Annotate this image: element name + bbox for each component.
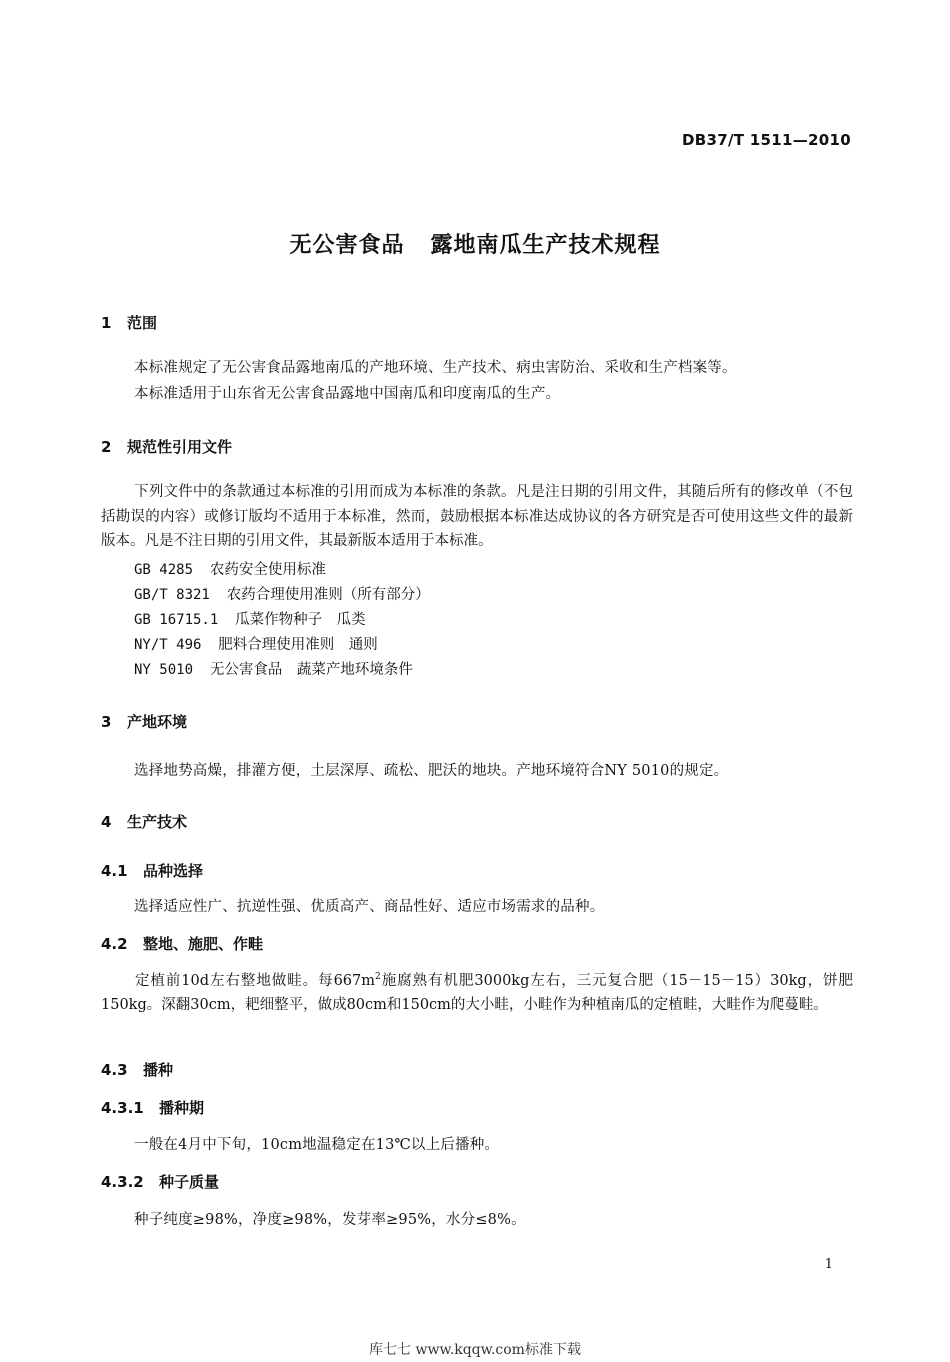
reference-code: GB 4285 [134,562,194,578]
section-title: 生产技术 [127,813,188,831]
section-number: 4.3 [101,1061,128,1079]
reference-title: 无公害食品 蔬菜产地环境条件 [209,662,413,678]
reference-code: NY 5010 [134,662,194,678]
reference-item [134,583,430,604]
paragraph: 下列文件中的条款通过本标准的引用而成为本标准的条款。凡是注日期的引用文件，其随后所有的修改单（不包括勘误的内容）或修订版均不适用于本标准，然而，鼓励根据本标准达成协议的各方研究是否可使用这些文件的最新版本。凡是不注日期的引用文件，其最新版本适用于本标准。 [101,484,853,549]
section-title: 产地环境 [127,713,188,731]
section-heading-3 [101,711,187,732]
reference-item [134,558,326,579]
title-part-2: 露地南瓜生产技术规程 [430,233,661,258]
reference-code: GB/T 8321 [134,587,210,603]
section-title: 规范性引用文件 [127,438,233,456]
section-number: 4.1 [101,862,128,880]
section-number: 4.2 [101,935,128,953]
subsection-heading-4-1 [101,860,203,881]
section-title: 范围 [127,314,158,332]
section-title: 种子质量 [159,1173,220,1191]
reference-code: NY/T 496 [134,637,202,653]
reference-item [134,633,378,654]
title-part-1: 无公害食品 [289,233,405,258]
section-number: 1 [101,314,112,332]
reference-title: 农药安全使用标准 [209,562,326,578]
section-title: 品种选择 [143,862,204,880]
section-heading-1 [101,312,157,333]
subsection-heading-4-3-2 [101,1171,219,1192]
paragraph: 选择适应性广、抗逆性强、优质高产、商品性好、适应市场需求的品种。 [134,899,605,915]
section-heading-4 [101,811,187,832]
section-title: 整地、施肥、作畦 [143,935,264,953]
reference-title: 肥料合理使用准则 通则 [218,637,378,653]
reference-item [134,658,413,679]
paragraph: 本标准规定了无公害食品露地南瓜的产地环境、生产技术、病虫害防治、采收和生产档案等。 [134,360,737,376]
paragraph: 本标准适用于山东省无公害食品露地中国南瓜和印度南瓜的生产。 [134,386,561,402]
paragraph: 一般在4月中下旬，10cm地温稳定在13℃以上后播种。 [134,1137,500,1153]
subsection-heading-4-3 [101,1059,173,1080]
section-number: 4 [101,813,112,831]
footer-watermark: 库七七 www.kqqw.com标准下载 [369,1342,581,1358]
section-title: 播种 [143,1061,174,1079]
paragraph: 定植前10d左右整地做畦。每$667m^2$施腐熟有机肥3000kg左右，三元复合肥（15－15－15）30kg，饼肥150kg。深翻30cm，耙细整平，做成80cm和150cm的大小畦，小畦作为种植南瓜的定植畦，大畦作为爬蔓畦。 [101,972,853,1014]
paragraph: 种子纯度≥98%，净度≥98%，发芽率≥95%，水分≤8%。 [134,1212,526,1228]
document-title [0,228,950,259]
subsection-heading-4-2 [101,933,263,954]
section-number: 2 [101,438,112,456]
reference-code: GB 16715.1 [134,612,219,628]
reference-title: 瓜菜作物种子 瓜类 [235,612,366,628]
paragraph: 选择地势高燥，排灌方便，土层深厚、疏松、肥沃的地块。产地环境符合NY 5010的规定。 [134,763,729,779]
section-title: 播种期 [159,1099,205,1117]
section-heading-2 [101,436,232,457]
section-number: 4.3.1 [101,1099,144,1117]
reference-item [134,608,366,629]
standard-code: DB37/T 1511—2010 [682,131,851,149]
subsection-heading-4-3-1 [101,1097,204,1118]
reference-title: 农药合理使用准则（所有部分） [226,587,430,603]
page-number: 1 [824,1257,833,1272]
section-number: 4.3.2 [101,1173,144,1191]
section-number: 3 [101,713,112,731]
